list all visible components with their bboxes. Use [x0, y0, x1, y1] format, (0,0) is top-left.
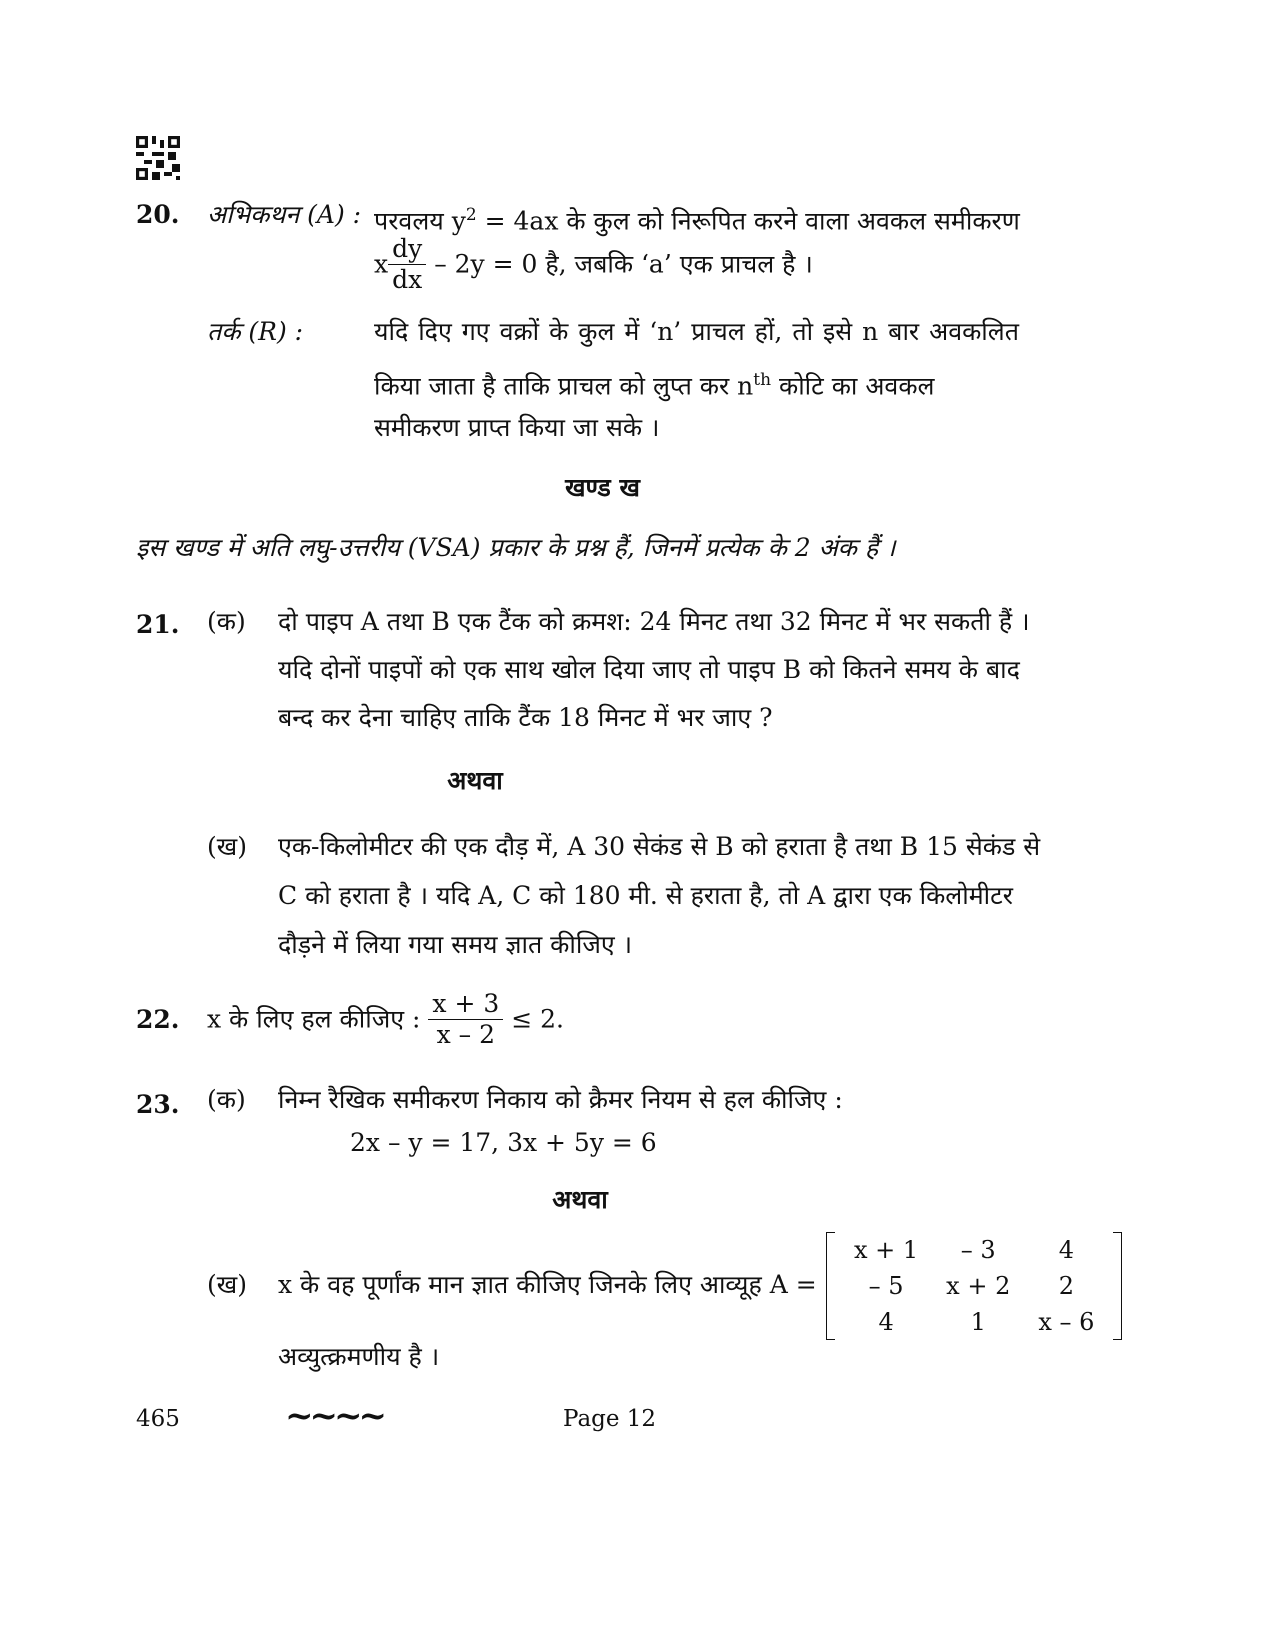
matrix-row: [840, 1268, 1108, 1304]
matrix-cell: 4: [878, 1308, 894, 1336]
matrix-cell: – 3: [960, 1236, 996, 1264]
question-number-20: 20.: [136, 200, 180, 229]
or-label: अथवा: [552, 1185, 608, 1214]
q23-equations: 2x – y = 17, 3x + 5y = 6: [350, 1128, 657, 1157]
reason-superscript: th: [753, 370, 772, 390]
matrix-cell: x + 2: [946, 1272, 1011, 1300]
section-instruction: इस खण्ड में अति लघु-उत्तरीय (VSA) प्रकार के प्रश्न हैं, जिनमें प्रत्येक के 2 अंक हैं ।: [136, 533, 896, 562]
assertion-text-post: = 4ax के कुल को निरूपित करने वाला अवकल समीकरण: [476, 206, 1020, 236]
reason-line-3: समीकरण प्राप्त किया जा सके ।: [374, 413, 660, 442]
option-label-a: (क): [207, 607, 246, 636]
q21-b-line-3: दौड़ने में लिया गया समय ज्ञात कीजिए ।: [278, 930, 633, 959]
q22-fraction: [428, 989, 503, 1050]
fraction-denominator: dx: [392, 265, 423, 294]
question-number-22: 22.: [136, 1005, 180, 1034]
matrix-right-bracket: [1113, 1232, 1122, 1340]
matrix-left-bracket: [826, 1232, 835, 1340]
matrix-cell: – 5: [868, 1272, 904, 1300]
derivative-fraction: [388, 234, 426, 295]
matrix-cell: x + 1: [854, 1236, 919, 1264]
reason-label: तर्क (R) :: [207, 317, 304, 346]
matrix-row: [840, 1232, 1108, 1268]
assertion-superscript: 2: [465, 205, 477, 225]
or-label: अथवा: [447, 766, 503, 795]
option-label-b: (ख): [207, 832, 247, 861]
option-label-b: (ख): [207, 1270, 247, 1299]
q23-b-line-1: x के वह पूर्णांक मान ज्ञात कीजिए जिनके लिए आव्यूह A =: [278, 1270, 817, 1299]
q22-text-pre: x के लिए हल कीजिए :: [207, 1004, 421, 1034]
q22-text-post: ≤ 2.: [511, 1004, 564, 1034]
matrix-a: [826, 1232, 1122, 1340]
matrix-cell: 4: [1058, 1236, 1075, 1264]
q21-a-line-3: बन्द कर देना चाहिए ताकि टैंक 18 मिनट में भर जाए ?: [278, 703, 773, 732]
q22-text: [207, 989, 564, 1050]
q21-a-line-1: दो पाइप A तथा B एक टैंक को क्रमश: 24 मिनट तथा 32 मिनट में भर सकती हैं ।: [278, 607, 1030, 636]
matrix-cell: x – 6: [1038, 1308, 1095, 1336]
matrix-row: [840, 1304, 1108, 1340]
q21-a-line-2: यदि दोनों पाइपों को एक साथ खोल दिया जाए तो पाइप B को कितने समय के बाद: [278, 655, 1020, 684]
assertion-x: x: [374, 249, 389, 279]
q22-fraction-numerator: x + 3: [428, 989, 503, 1020]
assertion-text-pre: परवलय y: [374, 206, 466, 236]
reason-line-1: यदि दिए गए वक्रों के कुल में ‘n’ प्राचल हों, तो इसे n बार अवकलित: [374, 317, 1019, 346]
qr-code-icon: [136, 136, 180, 180]
q21-b-line-2: C को हराता है । यदि A, C को 180 मी. से हराता है, तो A द्वारा एक किलोमीटर: [278, 881, 1013, 910]
assertion-line-2: [374, 234, 813, 295]
option-label-a: (क): [207, 1085, 246, 1114]
q23-a-line-1: निम्न रैखिक समीकरण निकाय को क्रैमर नियम से हल कीजिए :: [278, 1085, 843, 1114]
matrix-cell: 1: [970, 1308, 986, 1336]
matrix-cell: 2: [1058, 1272, 1075, 1300]
question-number-21: 21.: [136, 610, 180, 639]
question-number-23: 23.: [136, 1090, 180, 1119]
fraction-numerator: dy: [388, 234, 426, 265]
page-number: Page 12: [563, 1406, 657, 1432]
question-paper-code: 465: [136, 1406, 180, 1432]
reason-text-pre: किया जाता है ताकि प्राचल को लुप्त कर n: [374, 371, 754, 401]
section-heading: खण्ड ख: [565, 473, 640, 502]
q23-b-line-2: अव्युत्क्रमणीय है ।: [278, 1342, 440, 1371]
q21-b-line-1: एक-किलोमीटर की एक दौड़ में, A 30 सेकंड से B को हराता है तथा B 15 सेकंड से: [278, 832, 1041, 861]
matrix-table: [840, 1232, 1108, 1340]
assertion-label: अभिकथन (A) :: [207, 200, 362, 229]
reason-text-post: कोटि का अवकल: [771, 371, 935, 401]
assertion-line-2-text: – 2y = 0 है, जबकि ‘a’ एक प्राचल है ।: [426, 249, 813, 279]
q22-fraction-denominator: x – 2: [436, 1020, 496, 1049]
footer-ornament: ~~~~: [285, 1396, 383, 1436]
